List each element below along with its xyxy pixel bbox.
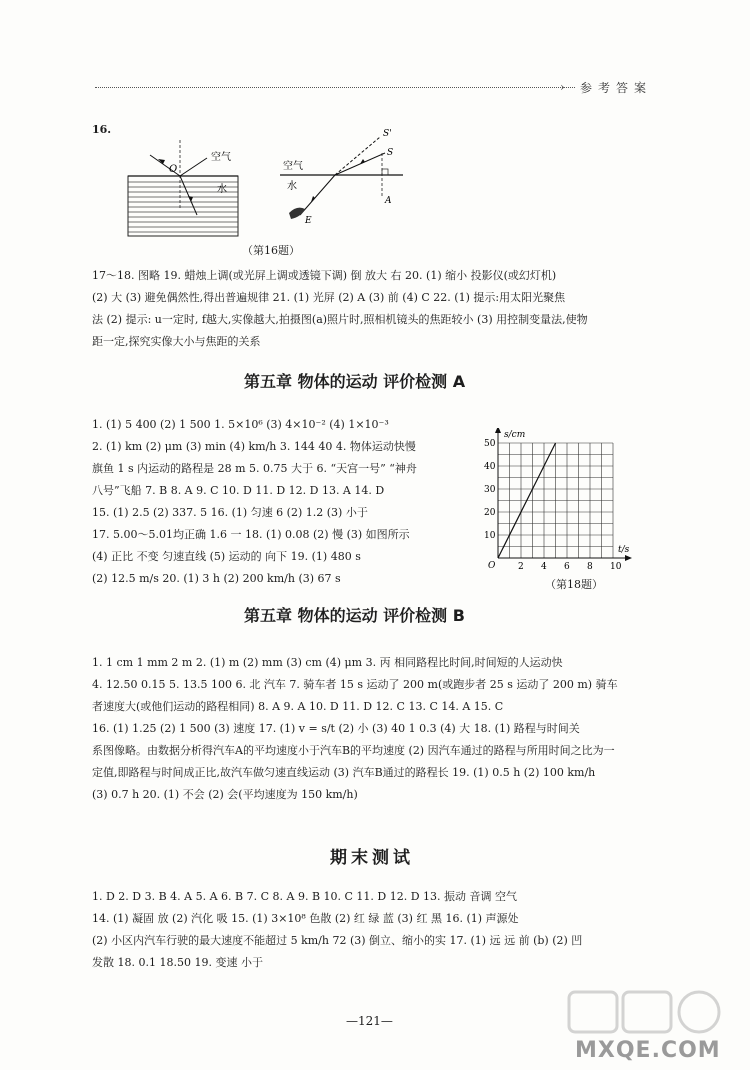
q16-fig2-water-label: 水 — [287, 181, 297, 192]
q16-fig1-air-label: 空气 — [211, 152, 231, 163]
text-line: (2) 12.5 m/s 20. (1) 3 h (2) 200 km/h (3) 67 s — [92, 572, 341, 585]
y-tick-label: 40 — [484, 462, 496, 472]
header-title: 参考答案 — [580, 81, 653, 95]
q18-origin-label: O — [488, 561, 496, 571]
y-tick-label: 30 — [484, 485, 496, 495]
answers-block-a — [92, 414, 492, 590]
q16-figure-refraction — [125, 130, 245, 240]
text-line: (2) 大 (3) 避免偶然性,得出普遍规律 21. (1) 光屏 (2) A (3) 前 (4) C 22. (1) 提示:用太阳光聚焦 — [92, 291, 566, 304]
text-line: (3) 0.7 h 20. (1) 不会 (2) 会(平均速度为 150 km/h) — [92, 788, 358, 801]
text-line: 4. 12.50 0.15 5. 13.5 100 6. 北 汽车 7. 骑车者 15 s 运动了 200 m(或跑步者 25 s 运动了 200 m) 骑车 — [92, 678, 618, 691]
x-tick-label: 8 — [587, 562, 593, 572]
text-line: 1. (1) 5 400 (2) 1 500 1. 5×10⁶ (3) 4×10⁻² (4) 1×10⁻³ — [92, 418, 389, 431]
header-arrow-icon: › — [560, 80, 565, 94]
header-divider — [95, 87, 575, 88]
text-line: 16. (1) 1.25 (2) 1 500 (3) 速度 17. (1) v = s/t (2) 小 (3) 40 1 0.3 (4) 大 18. (1) 路程与时间关 — [92, 722, 580, 735]
text-line: 者速度大(或他们运动的路程相同) 8. A 9. A 10. D 11. D 12. C 13. C 14. A 15. C — [92, 700, 504, 713]
q18-x-axis-label: t/s — [618, 545, 630, 555]
chapter-b-title: 第五章 物体的运动 评价检测 B — [244, 606, 465, 625]
text-line: 17～18. 图略 19. 蜡烛上调(或光屏上调或透镜下调) 倒 放大 右 20. (1) 缩小 投影仪(或幻灯机) — [92, 269, 557, 282]
text-line: 旗鱼 1 s 内运动的路程是 28 m 5. 0.75 大于 6. “天宫一号” “神舟 — [92, 462, 417, 475]
text-line: 17. 5.00～5.01均正确 1.6 一 18. (1) 0.08 (2) 慢 (3) 如图所示 — [92, 528, 410, 541]
q16-figure-reflection — [275, 125, 410, 230]
page-number: —121— — [346, 1014, 393, 1028]
x-tick-label: 4 — [541, 562, 547, 572]
q16-caption: （第16题） — [242, 244, 300, 257]
q18-st-graph — [478, 428, 648, 578]
text-line: 1. D 2. D 3. B 4. A 5. A 6. B 7. C 8. A 9. B 10. C 11. D 12. D 13. 振动 音调 空气 — [92, 890, 518, 903]
q16-fig2-s-label: S — [387, 148, 394, 158]
text-line: (4) 正比 不变 匀速直线 (5) 运动的 向下 19. (1) 480 s — [92, 550, 361, 563]
answers-block-17-22 — [92, 265, 662, 353]
watermark-text: MXQE.COM — [575, 1038, 721, 1063]
text-line: 14. (1) 凝固 放 (2) 汽化 吸 15. (1) 3×10⁸ 色散 (2) 红 绿 蓝 (3) 红 黑 16. (1) 声源处 — [92, 912, 519, 925]
y-tick-label: 50 — [484, 439, 496, 449]
answers-block-final — [92, 886, 662, 974]
text-line: 发散 18. 0.1 18.50 19. 变速 小于 — [92, 956, 263, 969]
text-line: 系图像略。由数据分析得汽车A的平均速度小于汽车B的平均速度 (2) 因汽车通过的路程与所用时间之比为一 — [92, 744, 615, 757]
text-line: 2. (1) km (2) μm (3) min (4) km/h 3. 144 40 4. 物体运动快慢 — [92, 440, 416, 453]
text-line: 1. 1 cm 1 mm 2 m 2. (1) m (2) mm (3) cm (4) μm 3. 丙 相同路程比时间,时间短的人运动快 — [92, 656, 563, 669]
text-line: (2) 小区内汽车行驶的最大速度不能超过 5 km/h 72 (3) 倒立、缩小的实 17. (1) 远 远 前 (b) (2) 凹 — [92, 934, 583, 947]
q16-fig2-a-label: A — [385, 196, 392, 206]
q16-fig2-e-label: E — [305, 216, 312, 226]
q18-caption: （第18题） — [545, 578, 603, 591]
text-line: 八号”飞船 7. B 8. A 9. C 10. D 11. D 12. D 13. A 14. D — [92, 484, 385, 497]
text-line: 15. (1) 2.5 (2) 337. 5 16. (1) 匀速 6 (2) 1.2 (3) 小于 — [92, 506, 368, 519]
text-line: 定值,即路程与时间成正比,故汽车做匀速直线运动 (3) 汽车B通过的路程长 19. (1) 0.5 h (2) 100 km/h — [92, 766, 596, 779]
y-tick-label: 10 — [484, 531, 496, 541]
x-tick-label: 2 — [518, 562, 524, 572]
q16-label: 16. — [92, 123, 112, 136]
text-line: 法 (2) 提示: u一定时, f越大,实像越大,拍摄图(a)照片时,照相机镜头的焦距较小 (3) 用控制变量法,使物 — [92, 313, 588, 326]
q16-fig1-water-label: 水 — [217, 184, 227, 195]
chapter-a-title: 第五章 物体的运动 评价检测 A — [244, 372, 466, 391]
text-line: 距一定,探究实像大小与焦距的关系 — [92, 335, 261, 348]
q16-fig2-air-label: 空气 — [283, 161, 303, 172]
x-tick-label: 6 — [564, 562, 570, 572]
x-tick-label: 10 — [610, 562, 622, 572]
q16-fig2-s-prime-label: S' — [383, 129, 392, 139]
q18-y-axis-label: s/cm — [504, 430, 526, 440]
y-tick-label: 20 — [484, 508, 496, 518]
final-test-title: 期末测试 — [330, 848, 414, 868]
q16-fig1-point-o: O — [169, 164, 178, 175]
answers-block-b — [92, 652, 662, 806]
